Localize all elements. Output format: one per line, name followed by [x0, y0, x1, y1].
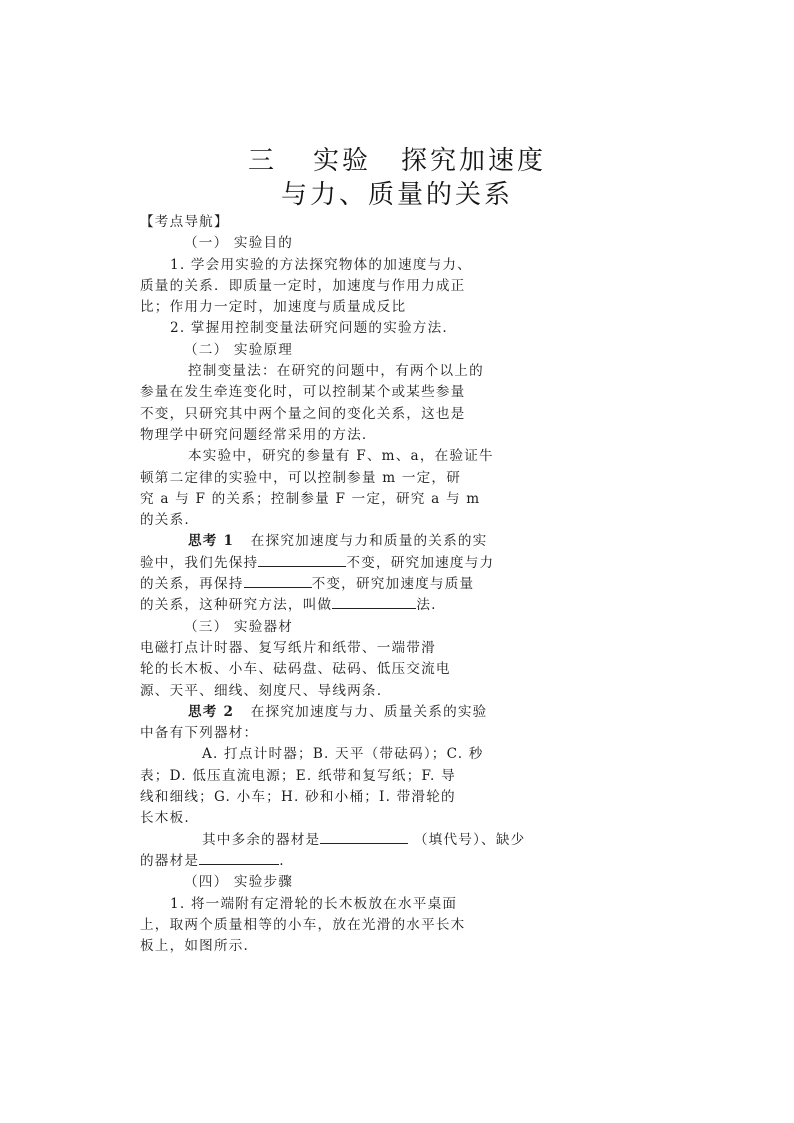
- think-2-line: [140, 851, 660, 872]
- think-1-text: 验中，我们先保持: [140, 554, 259, 571]
- think-2-label: 思考 2: [188, 703, 235, 720]
- fill-blank[interactable]: [258, 554, 346, 567]
- think-2-text: 的器材是: [140, 852, 200, 869]
- title-number: 三: [247, 146, 277, 176]
- think-2-line: [140, 830, 660, 851]
- think-2-line: 表；D. 低压直流电源；E. 纸带和复写纸；F. 导: [140, 767, 456, 784]
- think-1-line: [140, 531, 660, 552]
- paragraph-line: 顿第二定律的实验中，可以控制参量 m 一定，研: [140, 469, 462, 486]
- fill-blank[interactable]: [244, 575, 312, 588]
- think-1-text: 的关系，这种研究方法，叫做: [140, 597, 333, 614]
- think-2-text: 其中多余的器材是: [202, 831, 321, 848]
- paragraph-line: 比；作用力一定时，加速度与质量成反比: [140, 299, 407, 316]
- paragraph-line: 2. 掌握用控制变量法研究问题的实验方法.: [170, 320, 448, 337]
- think-2-line: A. 打点计时器；B. 天平（带砝码）；C. 秒: [202, 746, 484, 763]
- think-2-text: （填代号）、缺少: [413, 831, 526, 848]
- paragraph-line: 源、天平、细线、刻度尺、导线两条.: [140, 682, 383, 699]
- paragraph-line: 质量的关系．即质量一定时，加速度与作用力成正: [140, 277, 466, 294]
- paragraph-line: 物理学中研究问题经常采用的方法.: [140, 426, 368, 443]
- section-tag: 【考点导航】: [140, 214, 229, 230]
- paragraph-line: 参量在发生牵连变化时，可以控制某个或某些参量: [140, 384, 466, 401]
- paragraph-line: 1. 学会用实验的方法探究物体的加速度与力、: [170, 256, 472, 273]
- think-1-label: 思考 1: [188, 533, 235, 550]
- section-2-heading: （二） 实验原理: [184, 341, 294, 358]
- document-body: [140, 212, 660, 957]
- think-1-text: 不变，研究加速度与力: [346, 554, 495, 571]
- fill-blank[interactable]: [320, 831, 408, 844]
- paragraph-line: 上，取两个质量相等的小车，放在光滑的水平长木: [140, 916, 466, 933]
- think-2-line: 长木板.: [140, 810, 190, 827]
- title-experiment: 实验: [312, 146, 371, 176]
- fill-blank[interactable]: [332, 596, 416, 609]
- paragraph-line: 究 a 与 F 的关系；控制参量 F 一定，研究 a 与 m: [140, 490, 481, 507]
- section-4-heading: （四） 实验步骤: [184, 874, 294, 891]
- paragraph-line: 不变，只研究其中两个量之间的变化关系，这也是: [140, 405, 466, 422]
- paragraph-line: 1. 将一端附有定滑轮的长木板放在水平桌面: [170, 895, 458, 912]
- title-topic: 探究加速度: [401, 146, 547, 176]
- think-1-line: [140, 553, 660, 574]
- think-2-text: .: [279, 852, 285, 869]
- fill-blank[interactable]: [199, 852, 279, 865]
- paragraph-line: 电磁打点计时器、复写纸片和纸带、一端带滑: [140, 639, 436, 656]
- think-2-line: 线和细线；G. 小车；H. 砂和小桶；I. 带滑轮的: [140, 789, 456, 806]
- think-2-line: [140, 702, 660, 723]
- section-3-heading: （三） 实验器材: [184, 618, 294, 635]
- think-1-text: 的关系，再保持: [140, 576, 244, 593]
- think-2-line: 中备有下列器材：: [140, 725, 259, 742]
- paragraph-line: 板上，如图所示.: [140, 938, 250, 955]
- think-1-line: [140, 574, 660, 595]
- paragraph-line: 控制变量法：在研究的问题中，有两个以上的: [188, 363, 484, 380]
- think-1-line: [140, 595, 660, 616]
- title-line-1: [0, 140, 794, 177]
- paragraph-line: 的关系.: [140, 512, 190, 529]
- paragraph-line: 本实验中，研究的参量有 F、m、a，在验证牛: [188, 448, 494, 465]
- think-2-text: 在探究加速度与力、质量关系的实验: [250, 703, 488, 720]
- title-line-2: 与力、质量的关系: [280, 180, 513, 210]
- think-1-text: 不变，研究加速度与质量: [311, 576, 475, 593]
- think-1-text: 法.: [416, 597, 437, 614]
- paragraph-line: 轮的长木板、小车、砝码盘、砝码、低压交流电: [140, 661, 451, 678]
- think-1-text: 在探究加速度与力和质量的关系的实: [250, 533, 488, 550]
- section-1-heading: （一） 实验目的: [184, 235, 294, 252]
